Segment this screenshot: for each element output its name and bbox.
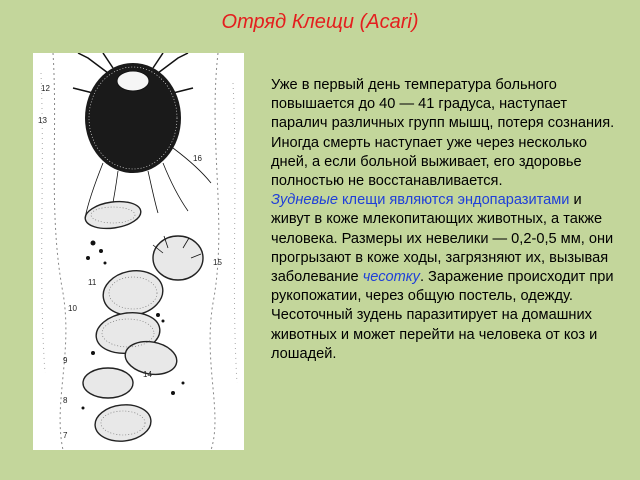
term-zudnevye: Зудневые bbox=[271, 192, 338, 209]
text-end: . Заражение происходит при рукопожатии, через общую постель, одежду. Чесоточный зудень паразитирует на домашних животных и может перейти на человека от коз и лошадей. bbox=[271, 269, 614, 362]
figure-number: 11 bbox=[88, 278, 97, 287]
itch-mite-illustration bbox=[33, 53, 244, 450]
slide-title: Отряд Клещи (Acari) bbox=[221, 11, 419, 33]
figure-number: 16 bbox=[193, 154, 202, 163]
figure-number: 10 bbox=[68, 304, 77, 313]
figure-number: 13 bbox=[38, 116, 47, 125]
slide-body-text bbox=[271, 76, 623, 364]
term-endoparasites: эндопаразитами bbox=[457, 192, 570, 209]
text-kleshchi: клещи являются bbox=[337, 192, 458, 209]
term-chesotka: чесотку bbox=[362, 269, 420, 286]
figure-number: 7 bbox=[63, 431, 68, 440]
text-after-endo: и живут в коже млекопитающих животных, а также человека. Размеры их невелики — 0,2-0,5 мм, они прогрызают в коже ходы, загрязняют их, вызывая заболевание bbox=[271, 192, 614, 286]
figure-number: 12 bbox=[41, 84, 50, 93]
figure-number: 8 bbox=[63, 396, 68, 405]
figure-number: 9 bbox=[63, 356, 68, 365]
paragraph-itch-mites bbox=[271, 191, 623, 364]
paragraph-symptoms: Уже в первый день температура больного повышается до 40 — 41 градуса, наступает паралич различных групп мышц, потеря сознания. Иногда смерть наступает уже через несколько дней, а если больной выживает, его здоровье полностью не восстанавливается. bbox=[271, 77, 615, 190]
figure-number: 15 bbox=[213, 258, 222, 267]
mite-burrow-drawing bbox=[33, 53, 244, 450]
figure-number: 14 bbox=[143, 370, 152, 379]
